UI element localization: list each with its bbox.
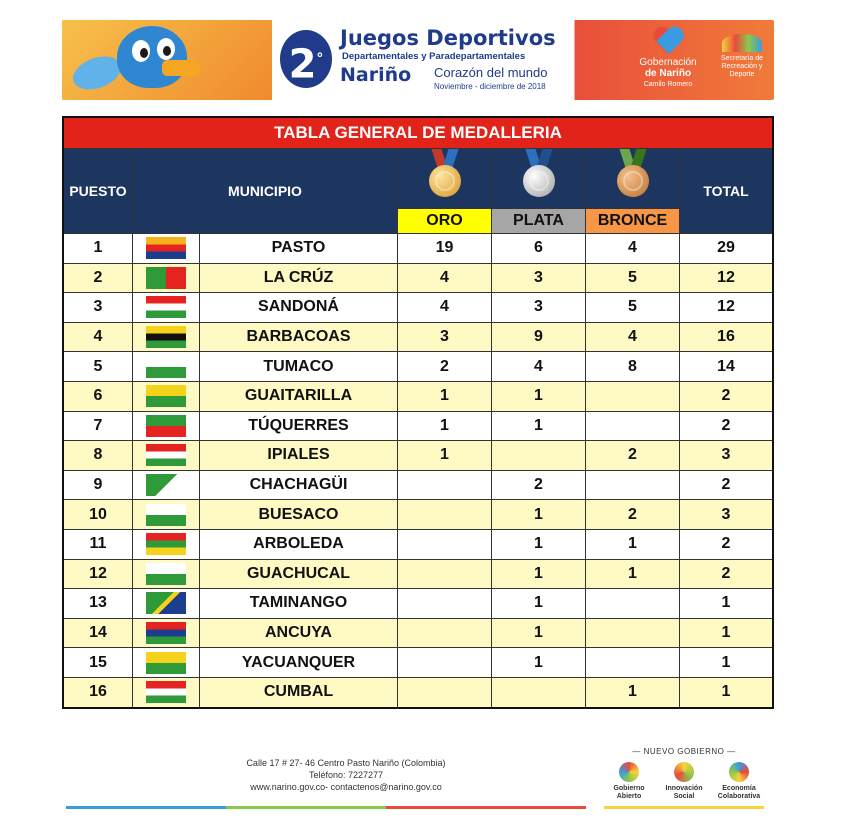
secretaria-logo: Secretaría de Recreación y Deporte bbox=[712, 34, 772, 79]
bronce-cell: 5 bbox=[586, 263, 680, 293]
total-cell: 29 bbox=[680, 234, 774, 264]
table-row bbox=[63, 470, 773, 500]
municipality-flag-icon bbox=[146, 326, 186, 348]
flag-cell bbox=[133, 411, 200, 441]
address-text: Calle 17 # 27- 46 Centro Pasto Nariño (Colombia) bbox=[246, 758, 446, 768]
municipality-flag-icon bbox=[146, 652, 186, 674]
phone-text: Teléfono: 7227277 bbox=[308, 770, 384, 780]
event-subtitle: Departamentales y Paradepartamentales bbox=[342, 51, 526, 62]
plata-cell: 9 bbox=[492, 322, 586, 352]
collaborative-economy-icon bbox=[729, 762, 749, 782]
plata-cell: 1 bbox=[492, 529, 586, 559]
table-row bbox=[63, 352, 773, 382]
header-banner bbox=[62, 20, 774, 100]
total-cell: 2 bbox=[680, 559, 774, 589]
flag-cell bbox=[133, 234, 200, 264]
municipality-flag-icon bbox=[146, 592, 186, 614]
municipio-cell: CUMBAL bbox=[200, 677, 398, 707]
oro-cell bbox=[398, 618, 492, 648]
municipality-flag-icon bbox=[146, 444, 186, 466]
event-tagline: Corazón del mundo bbox=[434, 65, 548, 80]
plata-cell: 1 bbox=[492, 411, 586, 441]
oro-cell bbox=[398, 648, 492, 678]
puesto-cell: 3 bbox=[63, 293, 133, 323]
flag-cell bbox=[133, 589, 200, 619]
bronce-cell: 5 bbox=[586, 293, 680, 323]
flag-cell bbox=[133, 293, 200, 323]
heart-icon bbox=[651, 28, 685, 54]
municipality-flag-icon bbox=[146, 563, 186, 585]
footer-line-red bbox=[386, 806, 586, 809]
total-cell: 1 bbox=[680, 589, 774, 619]
web-text: www.narino.gov.co- contactenos@narino.gov.co bbox=[250, 782, 442, 792]
gold-medal-cell bbox=[398, 149, 492, 209]
bronce-cell bbox=[586, 589, 680, 619]
oro-cell bbox=[398, 677, 492, 707]
municipio-cell: ANCUYA bbox=[200, 618, 398, 648]
total-cell: 12 bbox=[680, 293, 774, 323]
flag-cell bbox=[133, 263, 200, 293]
puesto-cell: 15 bbox=[63, 648, 133, 678]
table-title: TABLA GENERAL DE MEDALLERIA bbox=[63, 117, 773, 149]
municipality-flag-icon bbox=[146, 504, 186, 526]
puesto-cell: 2 bbox=[63, 263, 133, 293]
event-dates: Noviembre - diciembre de 2018 bbox=[434, 82, 546, 91]
plata-cell: 1 bbox=[492, 648, 586, 678]
municipio-cell: YACUANQUER bbox=[200, 648, 398, 678]
table-row bbox=[63, 589, 773, 619]
municipio-cell: LA CRÚZ bbox=[200, 263, 398, 293]
flag-cell bbox=[133, 618, 200, 648]
oro-cell bbox=[398, 529, 492, 559]
bronce-cell bbox=[586, 381, 680, 411]
total-cell: 3 bbox=[680, 500, 774, 530]
municipality-flag-icon bbox=[146, 356, 186, 378]
total-cell: 2 bbox=[680, 529, 774, 559]
municipio-cell: TAMINANGO bbox=[200, 589, 398, 619]
plata-cell: 6 bbox=[492, 234, 586, 264]
silver-medal-cell bbox=[492, 149, 586, 209]
bronze-medal-icon bbox=[613, 149, 653, 203]
oro-cell: 19 bbox=[398, 234, 492, 264]
flag-cell bbox=[133, 470, 200, 500]
total-cell: 1 bbox=[680, 618, 774, 648]
bronce-cell bbox=[586, 411, 680, 441]
total-cell: 16 bbox=[680, 322, 774, 352]
header-total: TOTAL bbox=[680, 149, 774, 234]
municipio-cell: ARBOLEDA bbox=[200, 529, 398, 559]
table-row bbox=[63, 263, 773, 293]
flag-cell bbox=[133, 322, 200, 352]
municipio-cell: BARBACOAS bbox=[200, 322, 398, 352]
oro-cell bbox=[398, 589, 492, 619]
municipio-cell: GUAITARILLA bbox=[200, 381, 398, 411]
municipio-cell: BUESACO bbox=[200, 500, 398, 530]
oro-cell bbox=[398, 470, 492, 500]
total-cell: 14 bbox=[680, 352, 774, 382]
table-row bbox=[63, 234, 773, 264]
total-cell: 1 bbox=[680, 648, 774, 678]
table-row bbox=[63, 441, 773, 471]
puesto-cell: 7 bbox=[63, 411, 133, 441]
silver-medal-icon bbox=[519, 149, 559, 203]
oro-cell bbox=[398, 559, 492, 589]
sports-logo-icon bbox=[722, 34, 762, 52]
header-municipio: MUNICIPIO bbox=[133, 149, 398, 234]
puesto-cell: 5 bbox=[63, 352, 133, 382]
puesto-cell: 11 bbox=[63, 529, 133, 559]
puesto-cell: 13 bbox=[63, 589, 133, 619]
table-row bbox=[63, 618, 773, 648]
puesto-cell: 6 bbox=[63, 381, 133, 411]
flag-cell bbox=[133, 559, 200, 589]
plata-cell: 3 bbox=[492, 263, 586, 293]
plata-cell: 2 bbox=[492, 470, 586, 500]
oro-cell: 4 bbox=[398, 263, 492, 293]
municipality-flag-icon bbox=[146, 533, 186, 555]
municipio-cell: SANDONÁ bbox=[200, 293, 398, 323]
municipio-cell: GUACHUCAL bbox=[200, 559, 398, 589]
flag-cell bbox=[133, 648, 200, 678]
bronce-cell: 1 bbox=[586, 559, 680, 589]
total-cell: 2 bbox=[680, 411, 774, 441]
municipality-flag-icon bbox=[146, 474, 186, 496]
total-cell: 3 bbox=[680, 441, 774, 471]
puesto-cell: 4 bbox=[63, 322, 133, 352]
bronce-cell: 4 bbox=[586, 322, 680, 352]
bronze-medal-cell bbox=[586, 149, 680, 209]
municipality-flag-icon bbox=[146, 296, 186, 318]
municipio-cell: IPIALES bbox=[200, 441, 398, 471]
contact-info bbox=[226, 757, 466, 793]
gold-medal-icon bbox=[425, 149, 465, 203]
total-cell: 2 bbox=[680, 470, 774, 500]
plata-cell bbox=[492, 677, 586, 707]
event-title: Juegos Deportivos bbox=[340, 26, 556, 50]
plata-cell: 1 bbox=[492, 500, 586, 530]
medal-table bbox=[62, 116, 774, 709]
bronce-cell: 4 bbox=[586, 234, 680, 264]
bronce-cell: 2 bbox=[586, 500, 680, 530]
table-row bbox=[63, 322, 773, 352]
municipio-cell: CHACHAGÜI bbox=[200, 470, 398, 500]
bronce-cell bbox=[586, 618, 680, 648]
total-cell: 2 bbox=[680, 381, 774, 411]
municipality-flag-icon bbox=[146, 385, 186, 407]
puesto-cell: 9 bbox=[63, 470, 133, 500]
plata-cell bbox=[492, 441, 586, 471]
nuevo-gobierno-logo bbox=[604, 747, 764, 801]
oro-cell: 3 bbox=[398, 322, 492, 352]
puesto-cell: 10 bbox=[63, 500, 133, 530]
table-row bbox=[63, 677, 773, 707]
bronce-cell bbox=[586, 470, 680, 500]
edition-number: 2° bbox=[280, 30, 332, 88]
flag-cell bbox=[133, 441, 200, 471]
footer-line-green bbox=[226, 806, 386, 809]
bronce-cell: 1 bbox=[586, 677, 680, 707]
plata-cell: 1 bbox=[492, 559, 586, 589]
open-government-icon bbox=[619, 762, 639, 782]
total-cell: 12 bbox=[680, 263, 774, 293]
header-oro: ORO bbox=[398, 209, 492, 234]
municipio-cell: TÚQUERRES bbox=[200, 411, 398, 441]
social-innovation-icon bbox=[674, 762, 694, 782]
flag-cell bbox=[133, 529, 200, 559]
oro-cell: 2 bbox=[398, 352, 492, 382]
pillar-innovacion-social: Innovación Social bbox=[659, 762, 709, 801]
table-row bbox=[63, 500, 773, 530]
table-row bbox=[63, 559, 773, 589]
bronce-cell bbox=[586, 648, 680, 678]
flag-cell bbox=[133, 500, 200, 530]
puesto-cell: 8 bbox=[63, 441, 133, 471]
footer-line-blue bbox=[66, 806, 226, 809]
flag-cell bbox=[133, 381, 200, 411]
flag-cell bbox=[133, 352, 200, 382]
oro-cell: 1 bbox=[398, 441, 492, 471]
municipio-cell: TUMACO bbox=[200, 352, 398, 382]
puesto-cell: 16 bbox=[63, 677, 133, 707]
municipio-cell: PASTO bbox=[200, 234, 398, 264]
plata-cell: 3 bbox=[492, 293, 586, 323]
municipality-flag-icon bbox=[146, 237, 186, 259]
table-row bbox=[63, 648, 773, 678]
puesto-cell: 14 bbox=[63, 618, 133, 648]
flag-cell bbox=[133, 677, 200, 707]
mascot-illustration bbox=[62, 20, 272, 100]
plata-cell: 4 bbox=[492, 352, 586, 382]
footer-line-yellow bbox=[604, 806, 764, 809]
table-row bbox=[63, 411, 773, 441]
municipality-flag-icon bbox=[146, 267, 186, 289]
table-row bbox=[63, 529, 773, 559]
bronce-cell: 1 bbox=[586, 529, 680, 559]
oro-cell: 4 bbox=[398, 293, 492, 323]
brand-title: — NUEVO GOBIERNO — bbox=[632, 747, 736, 756]
oro-cell: 1 bbox=[398, 411, 492, 441]
gobernacion-logo: Gobernación de Nariño Camilo Romero bbox=[632, 28, 704, 90]
table-body bbox=[63, 234, 773, 708]
pillar-economia-colaborativa: Economía Colaborativa bbox=[714, 762, 764, 801]
puesto-cell: 1 bbox=[63, 234, 133, 264]
plata-cell: 1 bbox=[492, 618, 586, 648]
municipality-flag-icon bbox=[146, 681, 186, 703]
municipality-flag-icon bbox=[146, 415, 186, 437]
header-bronce: BRONCE bbox=[586, 209, 680, 234]
puesto-cell: 12 bbox=[63, 559, 133, 589]
bronce-cell: 8 bbox=[586, 352, 680, 382]
header-plata: PLATA bbox=[492, 209, 586, 234]
municipality-flag-icon bbox=[146, 622, 186, 644]
plata-cell: 1 bbox=[492, 589, 586, 619]
plata-cell: 1 bbox=[492, 381, 586, 411]
table-row bbox=[63, 293, 773, 323]
header-puesto: PUESTO bbox=[63, 149, 133, 234]
oro-cell: 1 bbox=[398, 381, 492, 411]
bronce-cell: 2 bbox=[586, 441, 680, 471]
pillar-gobierno-abierto: Gobierno Abierto bbox=[604, 762, 654, 801]
oro-cell bbox=[398, 500, 492, 530]
event-region: Nariño bbox=[340, 64, 412, 86]
total-cell: 1 bbox=[680, 677, 774, 707]
table-row bbox=[63, 381, 773, 411]
